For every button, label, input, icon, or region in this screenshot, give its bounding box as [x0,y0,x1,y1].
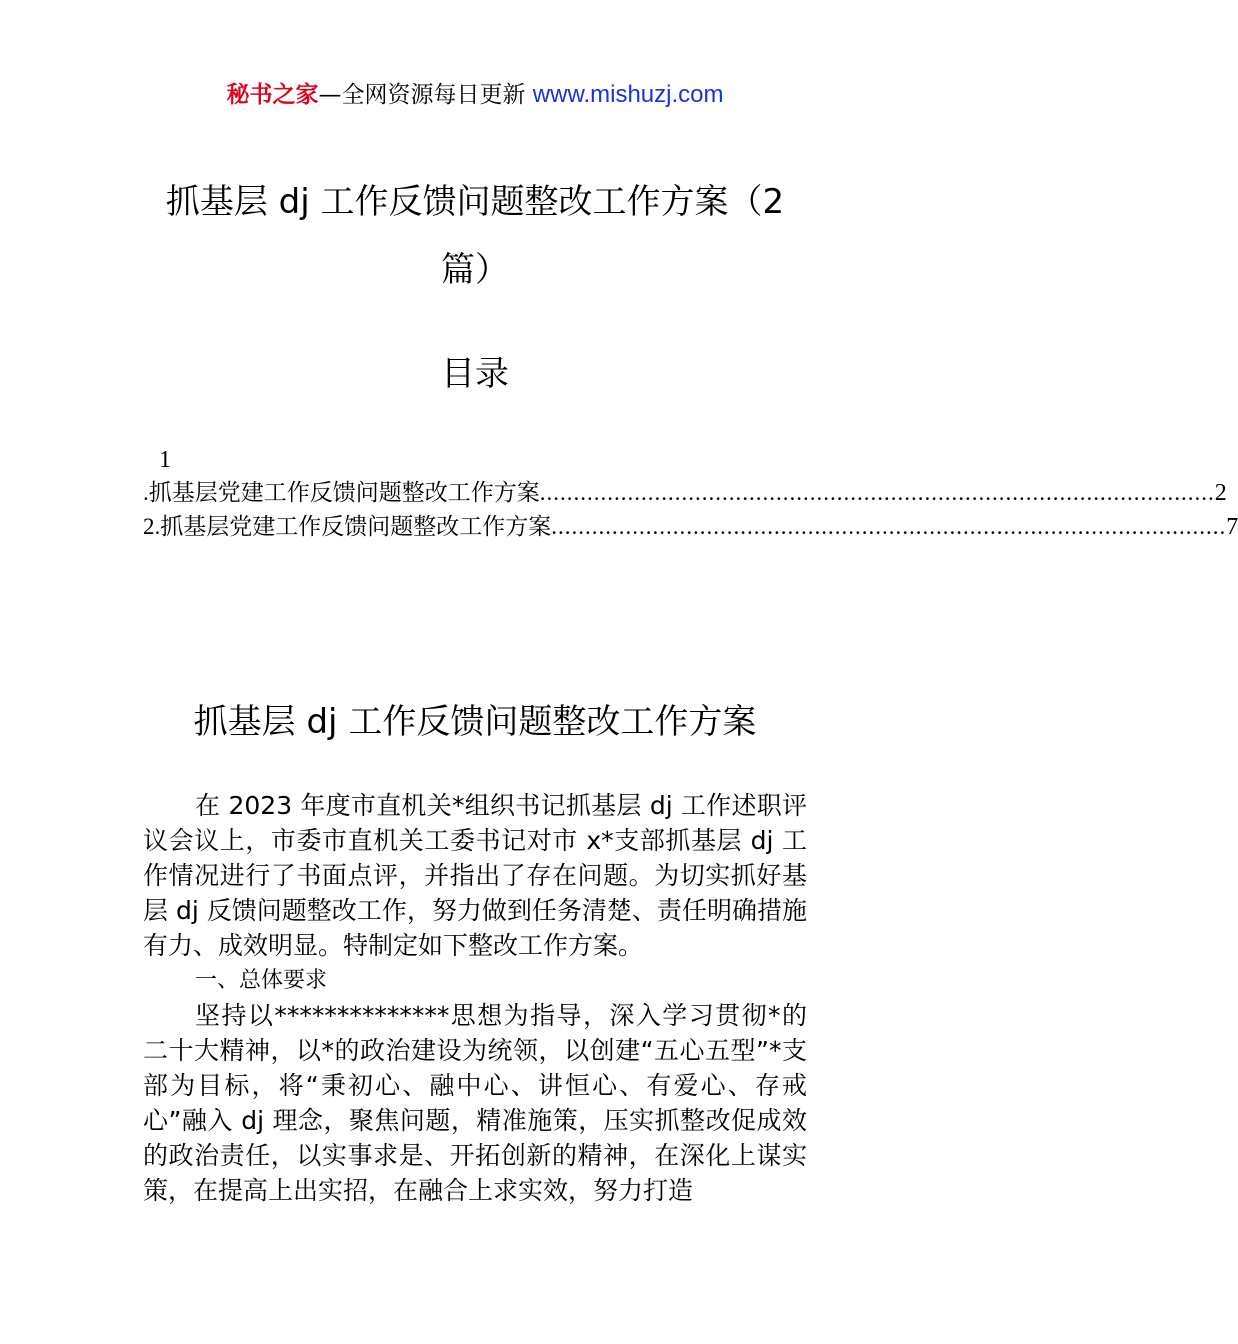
site-header [0,78,950,112]
site-tagline: —全网资源每日更新 [318,82,533,108]
toc-item-text: 抓基层党建工作反馈问题整改工作方案 [160,514,552,540]
toc-item-page: 7 [1226,514,1238,540]
paragraph-intro: 在 2023 年度市直机关*组织书记抓基层 dj 工作述职评议会议上，市委市直机关工委书记对市 x*支部抓基层 dj 工作情况进行了书面点评，并指出了存在问题。为切实抓好基层 dj 反馈问题整改工作，努力做到任务清楚、责任明确措施有力、成效明显。特制定如下整改工作方案。 [143,791,807,960]
site-url-link[interactable]: www.mishuzj.com [532,81,724,108]
toc-item[interactable] [143,476,1227,510]
section-title: 抓基层 dj 工作反馈问题整改工作方案 [193,702,757,742]
toc-item-text: 抓基层党建工作反馈问题整改工作方案 [148,480,540,506]
document-title: 抓基层 dj 工作反馈问题整改工作方案（2 篇） [165,182,785,290]
toc-item[interactable] [143,510,1238,544]
paragraph-guideline: 坚持以**************思想为指导，深入学习贯彻*的二十大精神，以*的政治建设为统领，以创建“五心五型”*支部为目标，将“秉初心、融中心、讲恒心、有爱心、存戒心”融入 dj 理念，聚焦问题，精准施策，压实抓整改促成效的政治责任，以实事求是、开拓创新的精神，在深化上谋实策，在提高上出实招，在融合上求实效，努力打造 [143,1001,807,1205]
toc-heading: 目录 [441,354,509,394]
body-text [143,788,807,1208]
heading-general-requirements: 一、总体要求 [195,968,328,993]
toc-item-prefix: 2. [143,514,161,539]
toc-item-page: 2 [1214,480,1227,506]
toc-item-number: 1 [159,447,171,473]
table-of-contents [143,444,1238,544]
toc-leader-dots: .................................................................................................... [551,514,1227,539]
toc-item-prefix: . [143,480,149,505]
toc-leader-dots: .................................................................................................... [539,480,1215,505]
site-brand: 秘书之家 [226,82,319,108]
